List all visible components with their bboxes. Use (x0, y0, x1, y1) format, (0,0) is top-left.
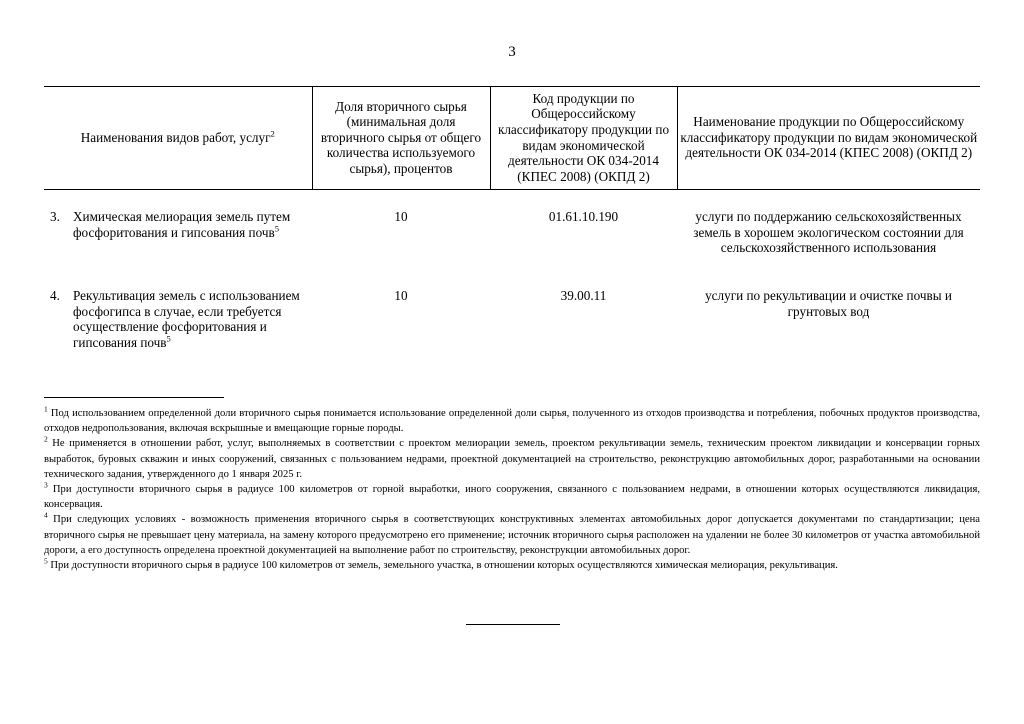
secondary-raw-materials-table (44, 86, 980, 350)
footnote-text: При доступности вторичного сырья в радиусе 100 километров от горной выработки, иного сооружения, связанного с пользованием недрами, в отношении которых осуществляются ликвидация, консервация. (44, 484, 980, 511)
work-name: Рекультивация земель с использованием фосфогипса в случае, если требуется осуществление фосфоритования и гипсования почв (73, 288, 300, 350)
footnote-ref: 5 (166, 333, 171, 344)
table-row (44, 273, 980, 350)
footnote-text: При доступности вторичного сырья в радиусе 100 километров от земель, земельного участка, в отношении которых осуществляются химическая мелиорация, рекультивация. (50, 560, 838, 572)
footnote-mark: 4 (44, 510, 48, 520)
header-okpd-code: Код продукции по Общероссийскому классификатору продукции по видам экономической деятельности ОК 034-2014 (КПЕС 2008) (ОКПД 2) (490, 87, 677, 190)
footnote-ref: 5 (274, 223, 279, 234)
table-header-row (44, 87, 980, 190)
footnote (44, 512, 980, 558)
code-cell: 01.61.10.190 (548, 209, 619, 224)
footnote (44, 558, 980, 573)
work-name: Химическая мелиорация земель путем фосфоритования и гипсования почв (73, 209, 291, 240)
work-name-cell (44, 190, 312, 274)
footnote (44, 406, 980, 436)
header-work-types-label: Наименования видов работ, услуг (80, 129, 271, 145)
row-number: 3. (50, 209, 60, 224)
product-cell: услуги по поддержанию сельскохозяйственных земель в хорошем экологическом состоянии для сельскохозяйственного использования (693, 209, 964, 256)
code-cell: 39.00.11 (560, 288, 607, 303)
footnote-text: При следующих условиях - возможность применения вторичного сырья в соответствующих конструктивных элементах автомобильных дорог допускается документами по стандартизации; цена вторичного сырья не превышает цену материала, на замену которого предусмотрено его применение; источник вторичного сырья расположен на удалении не более 30 километров от участка автомобильной дороги, а его доступность определена проектной документацией на выполнение работ по строительству, реконструкции автомобильных дорог. (44, 514, 980, 556)
footnotes (44, 406, 980, 573)
footnote (44, 436, 980, 482)
table-row (44, 190, 980, 274)
share-cell: 10 (394, 209, 408, 224)
page-number: 3 (508, 44, 516, 60)
footnote-mark: 3 (44, 480, 48, 490)
work-name-cell (44, 273, 312, 350)
product-cell: услуги по рекультивации и очистке почвы и грунтовых вод (705, 288, 952, 319)
footnote-mark: 2 (44, 434, 48, 444)
footnote (44, 482, 980, 512)
header-product-name: Наименование продукции по Общероссийскому классификатору продукции по видам экономической деятельности ОК 034-2014 (КПЕС 2008) (ОКПД 2) (677, 87, 980, 190)
row-number: 4. (50, 288, 60, 303)
footnote-mark: 1 (44, 404, 48, 414)
footnote-separator (44, 397, 224, 398)
footnote-ref: 2 (270, 128, 275, 139)
header-work-types (44, 87, 312, 190)
end-of-document-line (466, 624, 560, 625)
footnote-text: Под использованием определенной доли вторичного сырья понимается использование определенной доли сырья, полученного из отходов производства и потребления, побочных продуктов производства, отходов недропользования, включая вскрышные и вмещающие горные породы. (44, 408, 981, 435)
header-secondary-share: Доля вторичного сырья (минимальная доля вторичного сырья от общего количества используемого сырья), процентов (312, 87, 490, 190)
share-cell: 10 (394, 288, 408, 303)
footnote-mark: 5 (44, 556, 48, 566)
footnote-text: Не применяется в отношении работ, услуг, выполняемых в соответствии с проектом мелиорации земель, проектом рекультивации земель, техническим проектом ликвидации и консервации горных выработок, буровых скважин и иных сооружений, связанных с пользованием недрами, проектной документацией на строительство, реконструкцию автомобильных дорог, разработанными на основании технического задания, утвержденного до 1 января 2025 г. (44, 438, 981, 480)
